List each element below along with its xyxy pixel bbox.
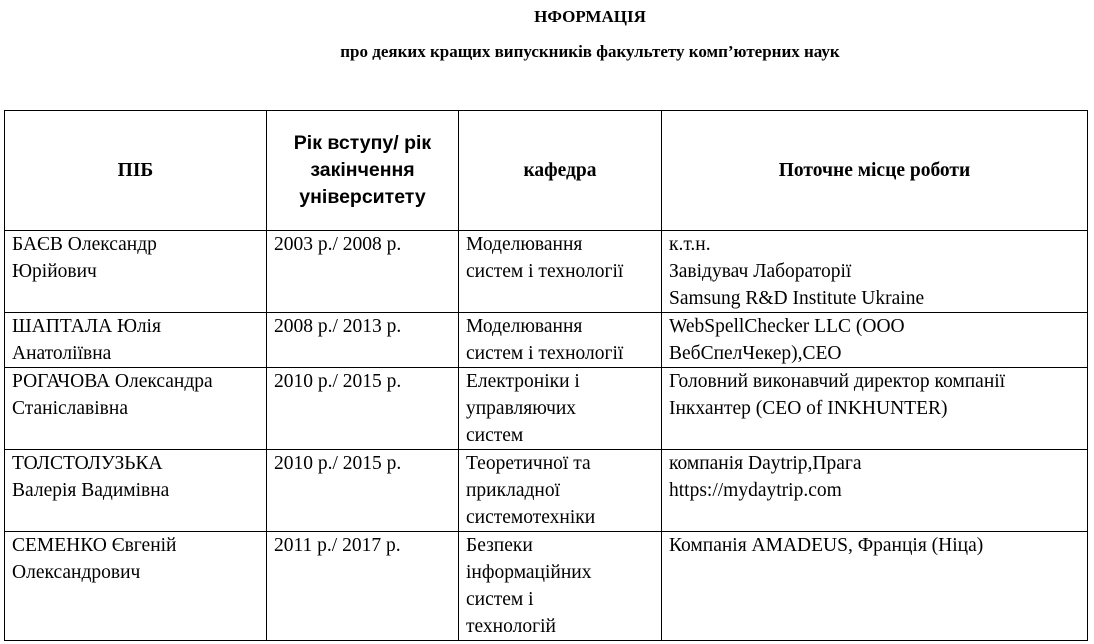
department-line: систем: [466, 425, 524, 446]
header-years-line: університету: [299, 186, 426, 208]
name-line: Станіславівна: [12, 398, 128, 419]
cell-workplace: [662, 450, 1088, 532]
name-line: Валерія Вадимівна: [12, 480, 170, 501]
table-row: [5, 231, 1088, 313]
cell-name: [5, 368, 267, 450]
department-line: систем і: [466, 589, 534, 610]
cell-name: [5, 231, 267, 313]
cell-department: [459, 313, 662, 368]
document-title: НФОРМАЦІЯ: [534, 7, 646, 26]
name-line: РОГАЧОВА Олександра: [12, 371, 213, 392]
workplace-line: Завідувач Лабораторії: [669, 261, 852, 282]
table-row: [5, 313, 1088, 368]
cell-department: [459, 231, 662, 313]
cell-department: [459, 450, 662, 532]
workplace-line: ВебСпелЧекер),CEO: [669, 343, 842, 364]
cell-years: 2010 р./ 2015 р.: [267, 450, 459, 532]
cell-department: [459, 368, 662, 450]
department-line: Моделювання: [466, 316, 583, 337]
department-line: Теоретичної та: [466, 453, 591, 474]
workplace-line: Компанія AMADEUS, Франція (Ніца): [669, 535, 984, 556]
workplace-line: компанія Daytrip,Прага: [669, 453, 862, 474]
cell-workplace: [662, 532, 1088, 641]
name-line: Олександрович: [12, 562, 141, 583]
header-years-line: закінчення: [310, 159, 415, 181]
workplace-line: WebSpellChecker LLC (ООО: [669, 316, 905, 337]
cell-years: 2003 р./ 2008 р.: [267, 231, 459, 313]
cell-department: [459, 532, 662, 641]
header-department: кафедра: [459, 111, 662, 231]
header-years-line: Рік вступу/ рік: [293, 132, 432, 154]
cell-workplace: [662, 231, 1088, 313]
cell-name: [5, 313, 267, 368]
name-line: Анатоліївна: [12, 343, 112, 364]
department-line: систем і технології: [466, 261, 624, 282]
department-line: систем і технології: [466, 343, 624, 364]
table-row: [5, 450, 1088, 532]
name-line: СЕМЕНКО Євгеній: [12, 535, 177, 556]
table-row: [5, 368, 1088, 450]
cell-name: [5, 450, 267, 532]
table-header-row: [5, 111, 1088, 231]
department-line: управляючих: [466, 398, 577, 419]
graduates-table: [4, 110, 1088, 641]
cell-workplace: [662, 313, 1088, 368]
department-line: Електроніки і: [466, 371, 580, 392]
department-line: Моделювання: [466, 234, 583, 255]
workplace-line: Samsung R&D Institute Ukraine: [669, 288, 925, 309]
name-line: Юрійович: [12, 261, 97, 282]
cell-years: 2010 р./ 2015 р.: [267, 368, 459, 450]
department-line: Безпеки: [466, 535, 533, 556]
name-line: ШАПТАЛА Юлія: [12, 316, 161, 337]
cell-years: 2008 р./ 2013 р.: [267, 313, 459, 368]
workplace-line: Головний виконавчий директор компанії: [669, 371, 1006, 392]
department-line: прикладної: [466, 480, 561, 501]
cell-workplace: [662, 368, 1088, 450]
header-name: ПІБ: [5, 111, 267, 231]
cell-name: [5, 532, 267, 641]
workplace-line: к.т.н.: [669, 234, 711, 255]
name-line: ТОЛСТОЛУЗЬКА: [12, 453, 163, 474]
department-line: системотехніки: [466, 507, 596, 528]
cell-years: 2011 р./ 2017 р.: [267, 532, 459, 641]
header-workplace: Поточне місце роботи: [662, 111, 1088, 231]
header-years: [267, 111, 459, 231]
document-subtitle: про деяких кращих випускників факультету комп’ютерних наук: [340, 42, 840, 61]
department-line: технологій: [466, 616, 556, 637]
workplace-line: Інкхантер (CEO of INKHUNTER): [669, 398, 948, 419]
name-line: БАЄВ Олександр: [12, 234, 157, 255]
workplace-link[interactable]: https://mydaytrip.com: [669, 480, 842, 501]
department-line: інформаційних: [466, 562, 592, 583]
table-row: [5, 532, 1088, 641]
